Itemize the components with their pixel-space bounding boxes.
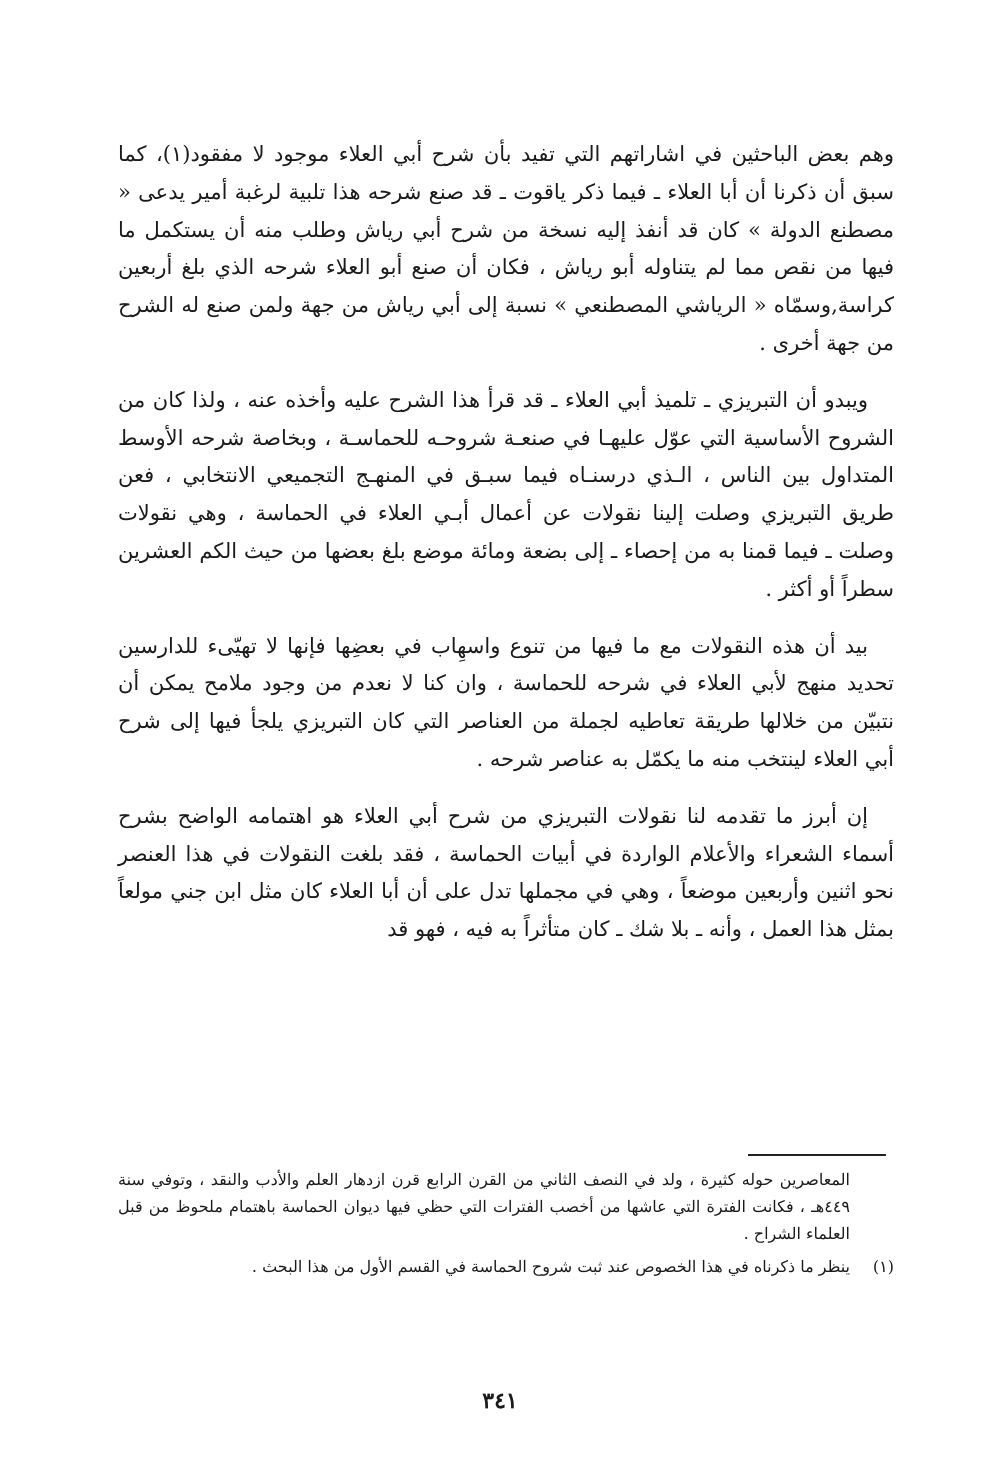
footnote-1-text: ينظر ما ذكرناه في هذا الخصوص عند ثبت شروح الحماسة في القسم الأول من هذا البحث . (251, 1257, 850, 1276)
footnote-1-number: (١) (872, 1257, 894, 1276)
footnote-1 (118, 1253, 894, 1280)
page-number: ٣٤١ (482, 1388, 518, 1414)
footnote-continuation: المعاصرين حوله كثيرة ، ولد في النصف الثاني من القرن الرابع قرن ازدهار العلم والأدب والنقد ، وتوفي سنة ٤٤٩هـ ، فكانت الفترة التي عاشها من أخصب الفترات التي حظي فيها ديوان الحماسة باهتمام ملحوظ من قبل العلماء الشراح . (118, 1170, 850, 1243)
footnote-separator (748, 1154, 886, 1156)
main-text (118, 136, 894, 968)
paragraph-3: بيد أن هذه النقولات مع ما فيها من تنوع واسهِاب في بعضِها فإنها لا تهيّىء للدارسين تحديد منهج لأبي العلاء في شرحه للحماسة ، وان كنا لا نعدم من وجود ملامح يمكن أن نتبيّن من خلالها طريقة تعاطيه لجملة من العناصر التي كان التبريزي يلجأ فيها إلى شرح أبي العلاء لينتخب منه ما يكمّل به عناصر شرحه . (118, 633, 894, 771)
paragraph-4: إن أبرز ما تقدمه لنا نقولات التبريزي من شرح أبي العلاء هو اهتمامه الواضح بشرح أسماء الشعراء والأعلام الواردة في أبيات الحماسة ، فقد بلغت النقولات في هذا العنصر نحو اثنين وأربعين موضعاً ، وهي في مجملها تدل على أن أبا العلاء كان مثل ابن جني مولعاً بمثل هذا العمل ، وأنه ـ بلا شك ـ كان متأثراً به فيه ، فهو قد (118, 803, 894, 942)
paragraph-2: ويبدو أن التبريزي ـ تلميذ أبي العلاء ـ قد قرأ هذا الشرح عليه وأخذه عنه ، ولذا كان من الشروح الأساسية التي عوّل عليهـا في صنعـة شروحـه للحماسـة ، وبخاصة شرحه الأوسط المتداول بين الناس ، الـذي درسنـاه فيما سبـق في المنهـج التجميعي الانتخابي ، فعن طريق التبريزي وصلت إلينا نقولات عن أعمال أبـي العلاء في الحماسة ، وهي نقولات وصلت ـ فيما قمنا به من إحصاء ـ إلى بضعة ومائة موضع بلغ بعضها من حيث الكم العشرين سطراً أو أكثر . (118, 387, 894, 601)
paragraph-1: وهم بعض الباحثين في اشاراتهم التي تفيد بأن شرح أبي العلاء موجود لا مفقود(١)، كما سبق أن ذكرنا أن أبا العلاء ـ فيما ذكر ياقوت ـ قد صنع شرحه هذا تلبية لرغبة أمير يدعى « مصطنع الدولة » كان قد أنفذ إليه نسخة من شرح أبي رياش وطلب منه أن يستكمل ما فيها من نقص مما لم يتناوله أبو رياش ، فكان أن صنع أبو العلاء شرحه الذي بلغ أربعين كراسة‚وسمّاه « الرياشي المصطنعي » نسبة إلى أبي رياش من جهة ولمن صنع له الشرح من جهة أخرى . (118, 142, 894, 355)
footnotes (118, 1166, 894, 1280)
